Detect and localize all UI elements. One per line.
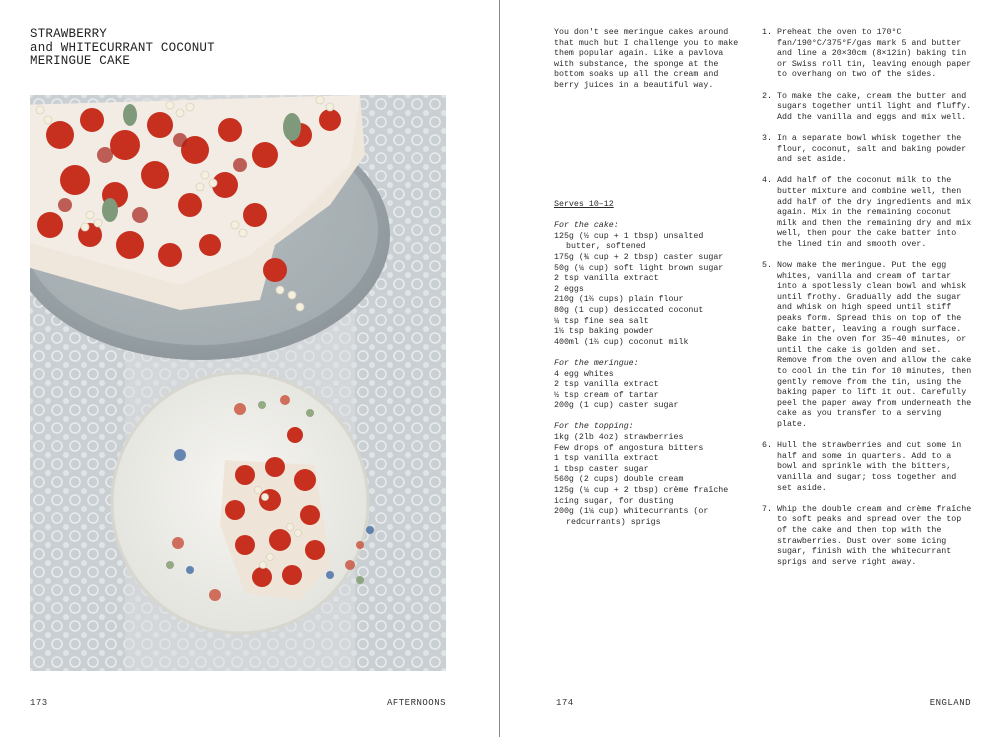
ingredient-group-heading: For the meringue: bbox=[554, 358, 639, 368]
step-text: Preheat the oven to 170°C fan/190°C/375°F/gas mark 5 and butter and line a 20×30cm (8×12in) baking tin or Swiss roll tin, leaving enough paper to overhang on two of the sides. bbox=[777, 28, 972, 80]
running-head-right: ENGLAND bbox=[929, 698, 971, 708]
recipe-title-line: STRAWBERRY bbox=[30, 27, 108, 41]
method-step bbox=[762, 261, 974, 431]
method-step bbox=[762, 505, 974, 569]
ingredient-item: 2 eggs bbox=[554, 284, 584, 294]
ingredient-group bbox=[554, 221, 739, 348]
ingredient-item: icing sugar, for dusting bbox=[554, 496, 674, 506]
method-step bbox=[762, 92, 974, 124]
ingredient-item: 200g (1¼ cup) whitecurrants (or redcurrants) sprigs bbox=[554, 507, 709, 527]
ingredient-item: ¼ tsp fine sea salt bbox=[554, 316, 649, 326]
step-number: 4. bbox=[762, 176, 772, 186]
ingredient-item: 2 tsp vanilla extract bbox=[554, 274, 659, 284]
step-text: Now make the meringue. Put the egg whites, vanilla and cream of tartar into a spotlessly clean bowl and whisk until frothy. Gradually add the sugar and whisk on high speed until stiff peaks form. Spread this on top of the cake batter, leaving a rough surface. Bake in the oven for 35–40 minutes, or until the cake is golden and set. Remove from the oven and allow the cake to cool in the tin for 10 minutes, then gently remove from the tin, using the baking paper to lift it out. Carefully peel the paper away from underneath the cake as you transfer to a serving plate. bbox=[777, 261, 972, 429]
running-head-left: AFTERNOONS bbox=[386, 698, 446, 708]
recipe-title-line: MERINGUE CAKE bbox=[30, 54, 131, 68]
ingredient-item: 560g (2 cups) double cream bbox=[554, 475, 684, 485]
ingredient-item: 125g (½ cup + 1 tbsp) unsalted butter, softened bbox=[554, 231, 704, 252]
step-number: 5. bbox=[762, 261, 772, 271]
ingredient-item: 175g (¾ cup + 2 tbsp) caster sugar bbox=[554, 252, 724, 262]
page-number-left: 173 bbox=[30, 698, 48, 708]
step-text: Add half of the coconut milk to the butter mixture and combine well, then add half of the dry ingredients and mix again. Mix in the remaining coconut milk and then the remaining dry and mix well, then pour the cake batter into the lined tin and smooth over. bbox=[777, 176, 972, 249]
ingredient-item: 80g (1 cup) desiccated coconut bbox=[554, 305, 704, 315]
recipe-title bbox=[30, 28, 330, 69]
step-number: 3. bbox=[762, 133, 772, 143]
method-step bbox=[762, 441, 974, 494]
ingredient-group bbox=[554, 359, 739, 412]
ingredient-item: 1 tsp vanilla extract bbox=[554, 454, 659, 464]
ingredient-item: 1 tbsp caster sugar bbox=[554, 464, 649, 474]
step-number: 2. bbox=[762, 91, 772, 101]
recipe-intro: You don't see meringue cakes around that much but I challenge you to make them popular again. Like a pavlova with substance, the sponge at the bottom soaks up all the cream and berry juices in a beautiful way. bbox=[554, 28, 739, 90]
step-text: Hull the strawberries and cut some in half and some in quarters. Add to a bowl and sprinkle with the bitters, vanilla and sugar; toss together and set aside. bbox=[777, 441, 962, 493]
ingredient-item: 50g (¼ cup) soft light brown sugar bbox=[554, 263, 724, 273]
step-number: 6. bbox=[762, 441, 772, 451]
ingredient-item: 400ml (1⅔ cup) coconut milk bbox=[554, 337, 689, 347]
method-step bbox=[762, 176, 974, 250]
ingredient-item: 125g (¼ cup + 2 tbsp) crème fraîche bbox=[554, 486, 729, 496]
ingredient-item: ½ tsp cream of tartar bbox=[554, 390, 659, 400]
ingredient-item: 1½ tsp baking powder bbox=[554, 327, 654, 337]
step-number: 7. bbox=[762, 504, 772, 514]
method-step bbox=[762, 134, 974, 166]
ingredient-group-heading: For the topping: bbox=[554, 422, 634, 432]
ingredient-item: 200g (1 cup) caster sugar bbox=[554, 401, 679, 411]
ingredient-groups bbox=[554, 221, 739, 528]
ingredient-item: 210g (1⅔ cups) plain flour bbox=[554, 295, 684, 305]
step-text: In a separate bowl whisk together the flour, coconut, salt and baking powder and set aside. bbox=[777, 133, 967, 165]
ingredient-group-heading: For the cake: bbox=[554, 221, 619, 231]
left-page bbox=[0, 0, 499, 737]
step-text: Whip the double cream and crème fraîche to soft peaks and spread over the top of the cake and then top with the strawberries. Dust over some icing sugar, finish with the whitecurrant sprigs and serve right away. bbox=[777, 504, 972, 567]
ingredient-item: Few drops of angostura bitters bbox=[554, 443, 704, 453]
ingredient-group bbox=[554, 422, 739, 528]
ingredient-item: 2 tsp vanilla extract bbox=[554, 380, 659, 390]
method-step bbox=[762, 28, 974, 81]
step-text: To make the cake, cream the butter and sugars together until light and fluffy. Add the vanilla and eggs and mix well. bbox=[777, 91, 972, 122]
recipe-title-line: and WHITECURRANT COCONUT bbox=[30, 40, 215, 55]
method-steps bbox=[762, 28, 974, 579]
serves-label: Serves 10–12 bbox=[554, 200, 614, 209]
page-number-right: 174 bbox=[556, 698, 574, 708]
right-page bbox=[500, 0, 1000, 737]
ingredient-item: 1kg (2lb 4oz) strawberries bbox=[554, 433, 684, 443]
cake-photo bbox=[30, 95, 446, 671]
ingredients-column bbox=[554, 200, 739, 539]
ingredient-item: 4 egg whites bbox=[554, 369, 614, 379]
step-number: 1. bbox=[762, 28, 772, 37]
